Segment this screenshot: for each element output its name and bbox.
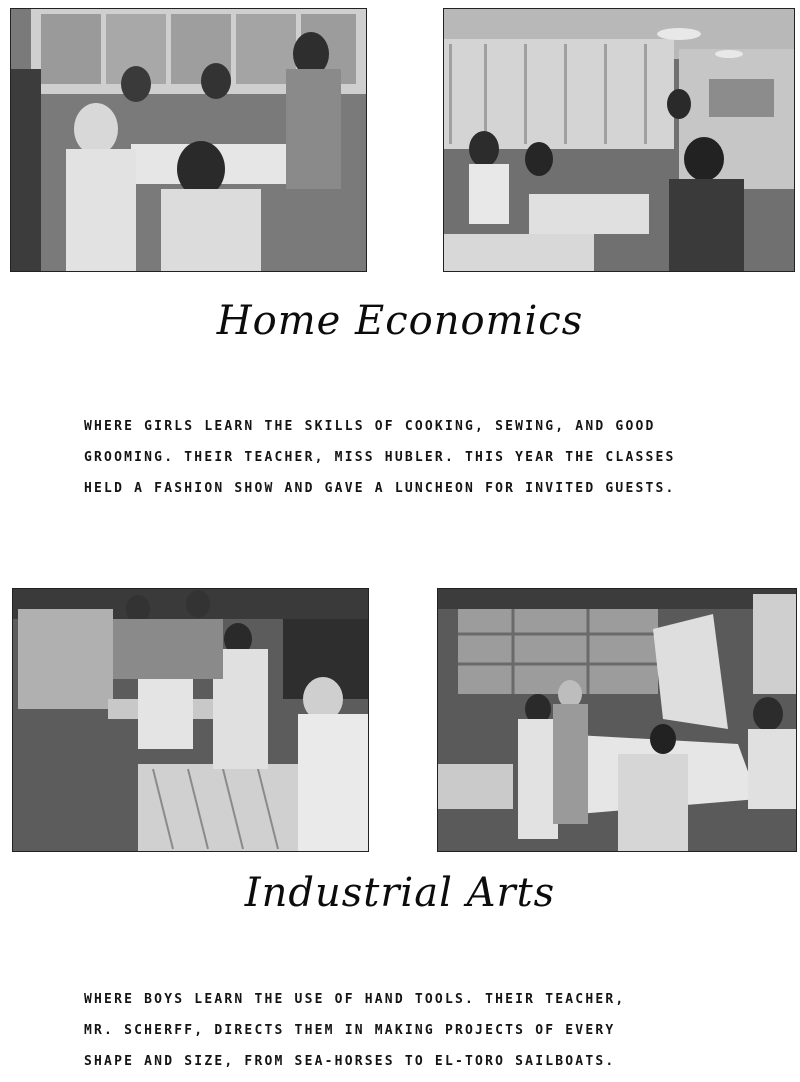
- industrial-arts-caption: [84, 984, 784, 1077]
- caption-line: GROOMING. THEIR TEACHER, MISS HUBLER. THIS YEAR THE CLASSES: [84, 450, 676, 465]
- caption-line: MR. SCHERFF, DIRECTS THEM IN MAKING PROJECTS OF EVERY: [84, 1023, 616, 1038]
- industrial-arts-title: Industrial Arts: [244, 870, 556, 916]
- home-ec-sewing-photo: [10, 8, 367, 272]
- home-economics-title: Home Economics: [216, 298, 584, 344]
- home-ec-classroom-photo: [443, 8, 795, 272]
- caption-line: SHAPE AND SIZE, FROM SEA-HORSES TO EL-TORO SAILBOATS.: [84, 1054, 616, 1069]
- industrial-arts-shop-photo: [437, 588, 797, 852]
- caption-line: WHERE BOYS LEARN THE USE OF HAND TOOLS. THEIR TEACHER,: [84, 992, 626, 1007]
- caption-line: HELD A FASHION SHOW AND GAVE A LUNCHEON FOR INVITED GUESTS.: [84, 481, 676, 496]
- caption-line: WHERE GIRLS LEARN THE SKILLS OF COOKING, SEWING, AND GOOD: [84, 419, 656, 434]
- industrial-arts-workbench-photo: [12, 588, 369, 852]
- home-economics-caption: [84, 411, 784, 504]
